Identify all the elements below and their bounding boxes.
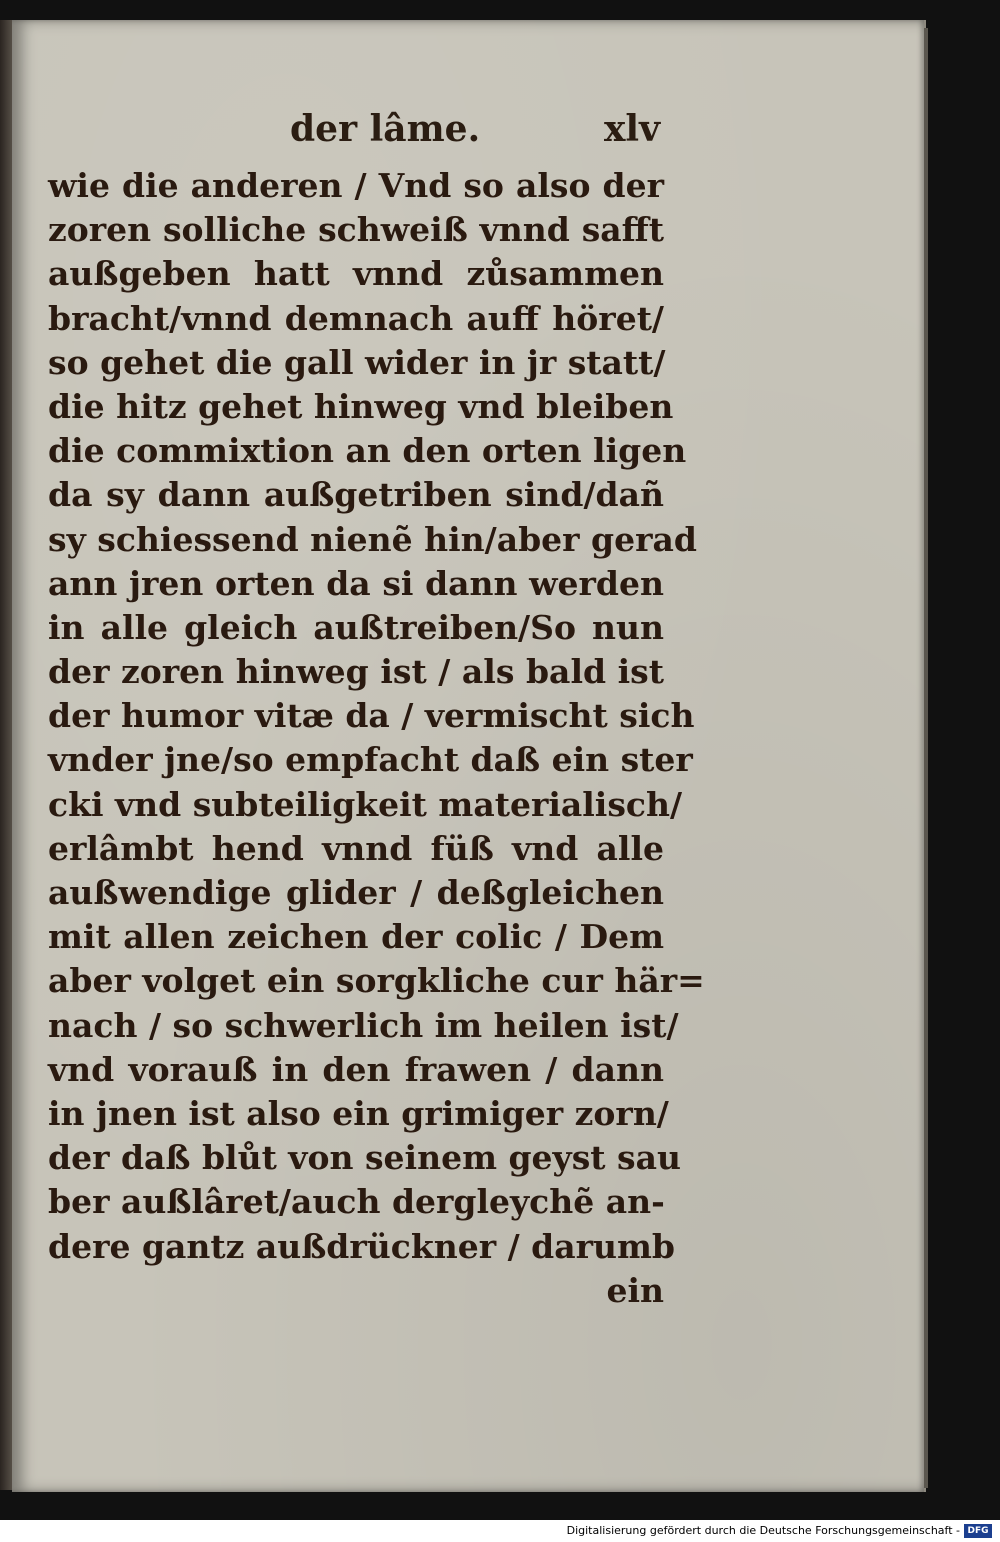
text-line: cki vnd subteiligkeit materialisch/ (48, 784, 683, 824)
text-line: wie die anderen / Vnd so also der (48, 166, 664, 205)
body-text (48, 164, 705, 1313)
text-line: vnd vorauß in den frawen / dann (48, 1049, 664, 1089)
text-line: in jnen ist also ein grimiger zorn/ (48, 1093, 669, 1133)
text-line: ber außlâret/auch dergleychẽ an- (48, 1182, 665, 1222)
text-line: sy schiessend nienẽ hin/aber gerad (48, 519, 697, 559)
text-line: aber volget ein sorgkliche cur här= (48, 961, 705, 1001)
text-line: dere gantz außdrückner / darumb (48, 1226, 675, 1266)
page-header (40, 108, 660, 158)
folio-number: xlv (603, 108, 660, 150)
dfg-logo[interactable]: DFG (964, 1524, 992, 1538)
page-edge (924, 28, 928, 1488)
text-line: erlâmbt hend vnnd füß vnd alle (48, 828, 664, 868)
funding-credit: Digitalisierung gefördert durch die Deutsche Forschungsgemeinschaft - (566, 1524, 960, 1537)
text-line: in alle gleich außtreiben/So nun (48, 607, 664, 647)
text-line: außwendige glider / deßgleichen (48, 873, 664, 912)
credit-bar (0, 1520, 1000, 1542)
text-line: ann jren orten da si dann werden (48, 563, 664, 603)
text-line: so gehet die gall wider in jr statt/ (48, 342, 666, 382)
text-line: bracht/vnnd demnach auff höret/ (48, 298, 664, 338)
running-title: der lâme. (290, 108, 481, 150)
text-line: die commixtion an den orten ligen (48, 431, 687, 471)
text-line: vnder jne/so empfacht daß ein ster (48, 740, 693, 780)
text-line: da sy dann außgetriben sind/dañ (48, 475, 664, 515)
text-line: nach / so schwerlich im heilen ist/ (48, 1005, 679, 1045)
text-line: zoren solliche schweiß vnnd safft (48, 210, 664, 250)
text-line: der zoren hinweg ist / als bald ist (48, 652, 664, 692)
text-line: der daß blůt von seinem geyst sau (48, 1138, 681, 1178)
catchword: ein (606, 1270, 664, 1310)
text-line: außgeben hatt vnnd zůsammen (48, 254, 664, 294)
text-line: der humor vitæ da / vermischt sich (48, 696, 695, 736)
text-line: mit allen zeichen der colic / Dem (48, 917, 664, 957)
text-line: die hitz gehet hinweg vnd bleiben (48, 386, 674, 426)
